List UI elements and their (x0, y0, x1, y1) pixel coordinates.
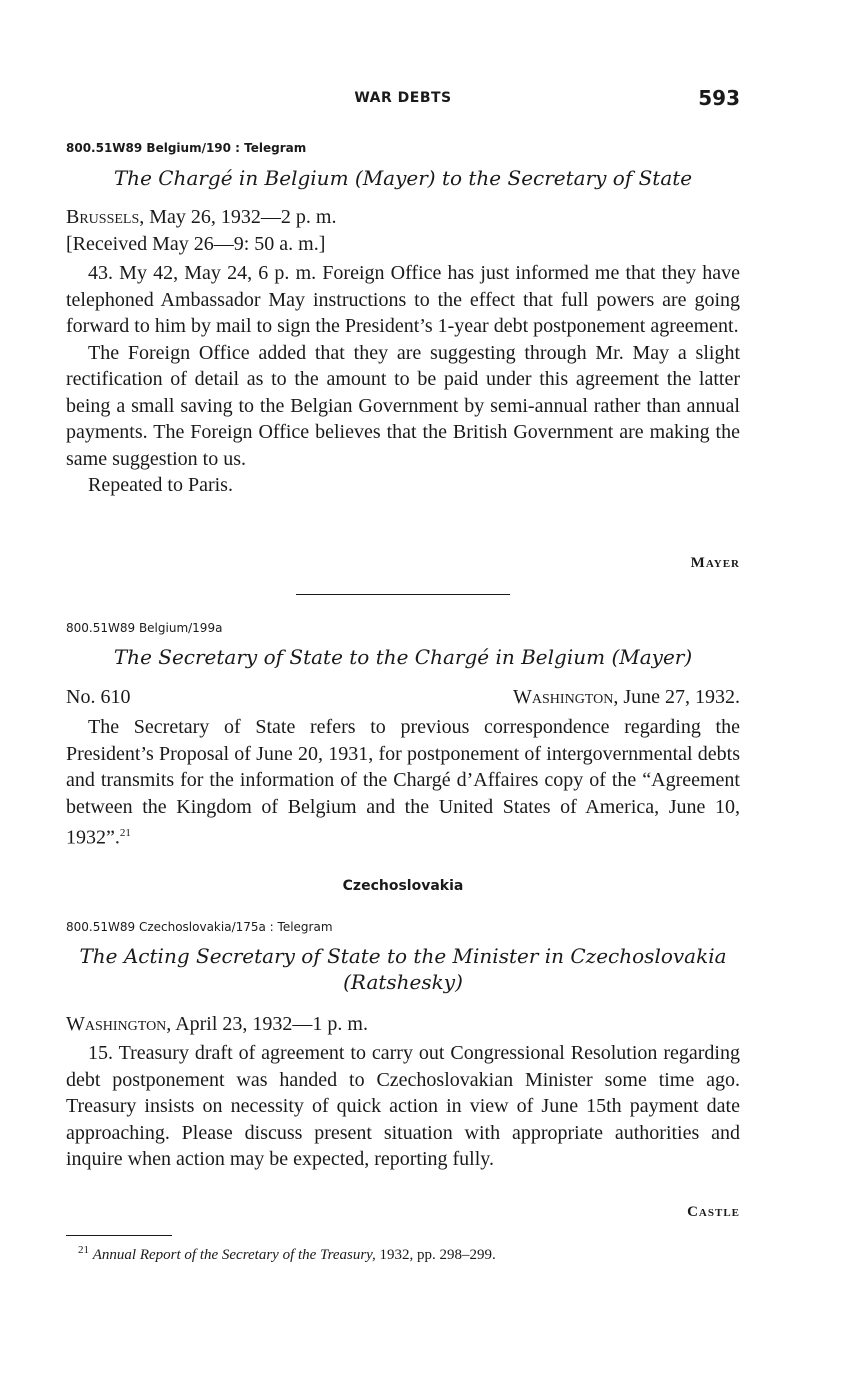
doc1-date: May 26, 1932—2 p. m. (149, 206, 337, 228)
doc3-place: Washington, (66, 1013, 172, 1035)
doc2-title: The Secretary of State to the Chargé in Belgium (Mayer) (113, 645, 693, 669)
doc3-file-number: 800.51W89 Czechoslovakia/175a : Telegram (66, 920, 333, 934)
doc2-place: Washington, (513, 686, 619, 708)
doc1-received: [Received May 26—9: 50 a. m.] (66, 233, 326, 255)
doc2-place-date (513, 684, 740, 711)
doc1-paragraph-3: Repeated to Paris. (88, 474, 233, 496)
section-divider (296, 594, 510, 595)
doc1-signature (66, 555, 740, 572)
doc3-body (66, 1040, 740, 1173)
doc3-title-line-2: (Ratshesky) (343, 970, 463, 994)
doc2-number: No. 610 (66, 686, 131, 708)
doc3-signature (66, 1204, 740, 1221)
doc2-date: June 27, 1932. (623, 686, 740, 708)
doc3-signature-text: Castle (687, 1204, 740, 1220)
doc1-title: The Chargé in Belgium (Mayer) to the Secretary of State (113, 166, 693, 190)
doc3-title-line-1: The Acting Secretary of State to the Minister in Czechoslovakia (79, 944, 727, 968)
doc1-body (66, 260, 740, 499)
footnote-rest: 1932, pp. 298–299. (375, 1247, 496, 1263)
doc2-file-number: 800.51W89 Belgium/199a (66, 621, 223, 635)
doc1-place: Brussels, (66, 206, 145, 228)
footnote-title: Annual Report of the Secretary of the Treasury, (92, 1247, 376, 1263)
footnote (78, 1244, 740, 1264)
doc3-date: April 23, 1932—1 p. m. (175, 1013, 368, 1035)
doc1-file-number: 800.51W89 Belgium/190 : Telegram (66, 141, 307, 155)
doc1-signature-text: Mayer (690, 555, 740, 571)
page-header (66, 86, 740, 114)
doc2-body (66, 714, 740, 851)
footnote-rule (66, 1235, 172, 1236)
section-heading: Czechoslovakia (342, 878, 464, 894)
doc1-paragraph-2: The Foreign Office added that they are suggesting through Mr. May a slight rectification of detail as to the amount to be paid under this agreement the latter being a small saving to the Belgian Government by semi-annual rather than annual payments. The Foreign Office believes that the British Government are making the same suggestion to us. (66, 341, 740, 470)
doc1-dateline (66, 204, 740, 231)
doc2-dateline (66, 684, 740, 711)
running-head: WAR DEBTS (354, 90, 452, 106)
doc2-paragraph-text: The Secretary of State refers to previous correspondence regarding the President’s Proposal of June 20, 1931, for postponement of intergovernmental debts and transmits for the information of the Chargé d’Affaires copy of the “Agreement between the Kingdom of Belgium and the United States of America, June 10, 1932”. (66, 716, 740, 849)
footnote-ref: 21 (119, 827, 131, 839)
doc3-dateline (66, 1011, 740, 1038)
doc3-paragraph: 15. Treasury draft of agreement to carry out Congressional Resolution regarding debt postponement was handed to Czechoslovakian Minister some time ago. Treasury insists on necessity of quick action in view of June 15th payment date approaching. Please discuss present situation with appropriate authorities and inquire when action may be expected, reporting fully. (66, 1042, 740, 1170)
doc1-paragraph-1: 43. My 42, May 24, 6 p. m. Foreign Office has just informed me that they have telephoned Ambassador May instructions to the effect that full powers are going forward to him by mail to sign the President’s 1-year debt postponement agreement. (66, 262, 740, 337)
footnote-number: 21 (78, 1244, 89, 1256)
doc2-paragraph (66, 714, 740, 851)
page-number: 593 (698, 86, 740, 110)
